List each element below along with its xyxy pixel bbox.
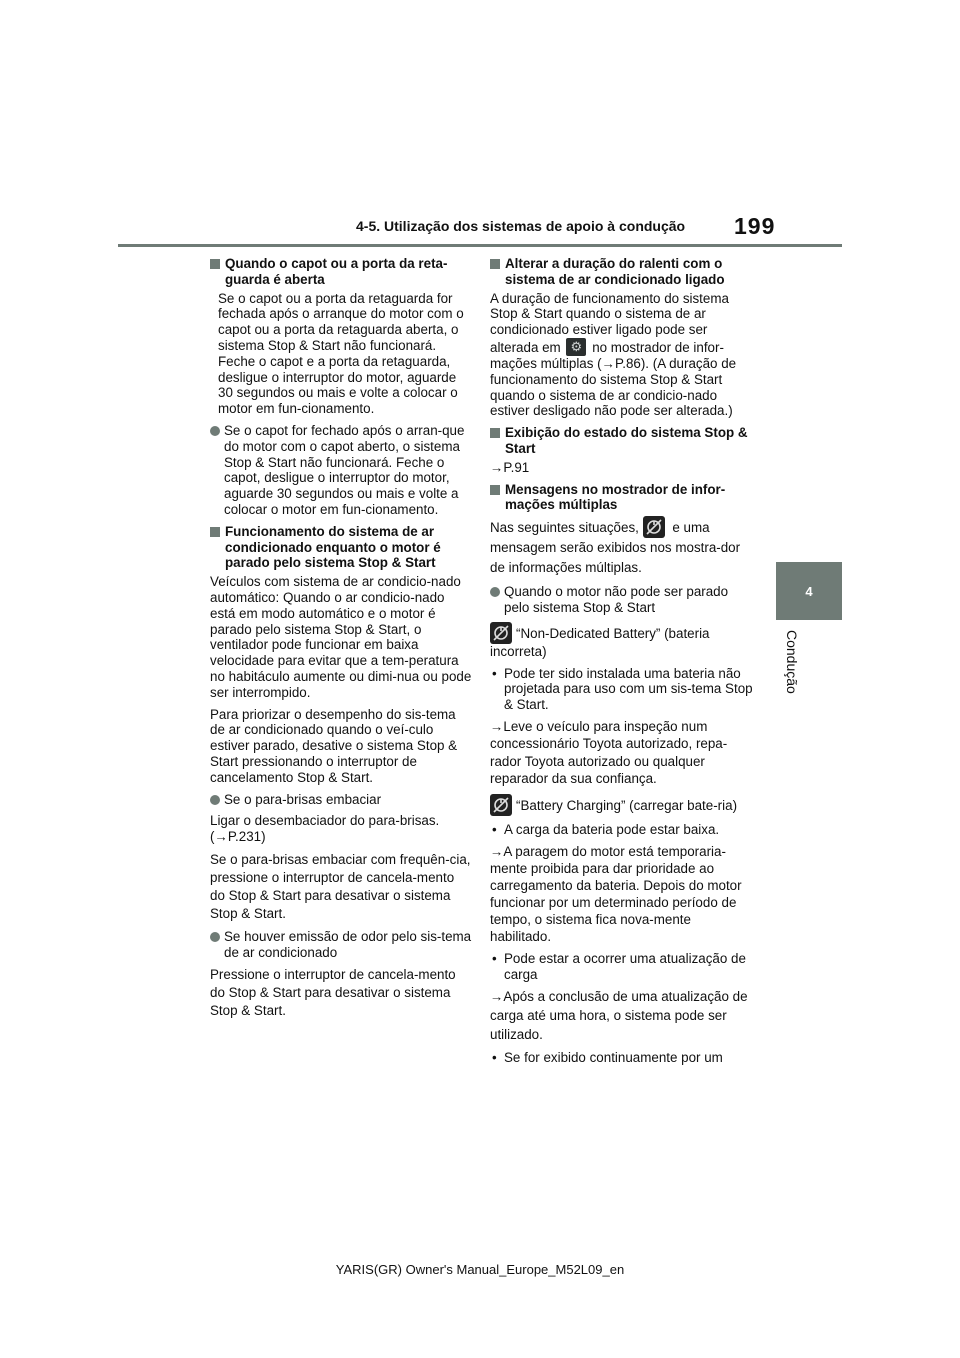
heading-ac-operation: Funcionamento do sistema de ar condicionado enquanto o motor é parado pelo sistema Stop & Start	[210, 524, 472, 571]
dash-item: • Pode estar a ocorrer uma atualização de carga	[490, 951, 754, 983]
paragraph-text: e uma mensagem serão exibidos nos mostra-dor de informações múltiplas.	[490, 520, 741, 576]
bullet-item: Quando o motor não pode ser parado pelo sistema Stop & Start	[490, 584, 754, 616]
stop-start-off-icon	[490, 622, 512, 644]
heading-hood-open: Quando o capot ou a porta da reta-guarda é aberta	[210, 256, 472, 288]
section-title: 4-5. Utilização dos sistemas de apoio à condução	[356, 218, 686, 234]
heading-messages: Mensagens no mostrador de infor-mações múltiplas	[490, 482, 754, 514]
left-column	[210, 256, 472, 1026]
gear-icon: ⚙	[566, 338, 586, 356]
dash-item: • Se for exibido continuamente por um	[490, 1050, 754, 1066]
bullet-item: Se o para-brisas embaciar	[210, 792, 472, 808]
paragraph: Veículos com sistema de ar condicio-nado automático: Quando o ar condicio-nado está em modo automático e o motor é parado pelo sistema Stop & Start, o ventilador pode funcionar em baixa velocidade para evitar que a tem-peratura no habitáculo aumente ou dimi-nua ou pode ser interrompido.	[210, 574, 472, 700]
chapter-label-text: Condução	[784, 630, 800, 694]
paragraph: Se o para-brisas embaciar com frequên-cia, pressione o interruptor de cancela-mento do Stop & Start para desativar o sistema Stop & Start.	[210, 851, 471, 921]
heading-system-status: Exibição do estado do sistema Stop & Start	[490, 425, 754, 457]
paragraph-text: Nas seguintes situações,	[490, 520, 639, 536]
paragraph	[490, 516, 754, 578]
message-item	[490, 622, 754, 660]
paragraph-text: Ligar o desembaciador do para-brisas.	[210, 813, 440, 829]
paragraph: Para priorizar o desempenho do sis-tema de ar condicionado quando o veí-culo estiver parado, desative o sistema Stop & Start pressionando o interruptor de cancelamento Stop & Start.	[210, 706, 458, 785]
dash-item: • A carga da bateria pode estar baixa.	[490, 822, 754, 838]
paragraph-text: no mostrador de infor-mações múltiplas (→P.86). (A duração de funcionamento do sistema Stop & Start quando o sistema de ar condicio-nado estiver desligado não pode ser alterada.)	[490, 339, 737, 419]
chapter-label	[784, 630, 804, 710]
paragraph	[490, 291, 754, 420]
stop-start-off-icon	[643, 516, 665, 538]
paragraph: →Leve o veículo para inspeção num concessionário Toyota autorizado, repa-rador Toyota autorizado ou qualquer reparador da sua confiança.	[490, 718, 728, 787]
heading-idle-duration: Alterar a duração do ralenti com o sistema de ar condicionado ligado	[490, 256, 754, 288]
message-item	[490, 794, 754, 816]
bullet-item: Se houver emissão de odor pelo sis-tema de ar condicionado	[210, 929, 472, 961]
paragraph	[210, 813, 472, 845]
paragraph: →Após a conclusão de uma atualização de carga até uma hora, o sistema pode ser utilizado.	[490, 989, 748, 1043]
paragraph: →A paragem do motor está temporaria-mente proibida para dar prioridade ao carregamento da bateria. Depois do motor funcionar por um determinado período de tempo, o sistema fica nova-mente habilitado.	[490, 843, 742, 944]
paragraph: Se o capot ou a porta da retaguarda for fechada após o arranque do motor com o capot ou a porta da retaguarda aberta, o sistema Stop & Start não funcionará. Feche o capot e a porta da retaguarda, desligue o interruptor do motor, aguarde 30 segundos ou mais e volte a colocar o motor em fun-cionamento.	[218, 290, 464, 417]
page-number: 199	[734, 213, 776, 239]
header-divider	[118, 244, 842, 247]
chapter-number: 4	[805, 583, 813, 599]
dash-item: • Pode ter sido instalada uma bateria não projetada para uso com um sis-tema Stop & Start.	[490, 666, 754, 713]
chapter-tab	[776, 562, 842, 620]
paragraph: Pressione o interruptor de cancela-mento do Stop & Start para desativar o sistema Stop & Start.	[210, 967, 456, 1019]
bullet-item: Se o capot for fechado após o arran-que do motor com o capot aberto, o sistema Stop & Start não funcionará. Feche o capot, desligue o interruptor do motor, aguarde 30 segundos ou mais e volte a colocar o motor em fun-cionamento.	[210, 423, 472, 518]
page-reference[interactable]: (→P.231)	[210, 829, 266, 845]
message-text: “Non-Dedicated Battery” (bateria incorreta)	[490, 625, 710, 659]
page-reference[interactable]: →P.91	[490, 459, 530, 475]
paragraph-text: A duração de funcionamento do sistema Stop & Start quando o sistema de ar condicionado estiver ligado pode ser alterada em	[490, 290, 729, 355]
footer-text: YARIS(GR) Owner's Manual_Europe_M52L09_en	[335, 1262, 625, 1277]
stop-start-off-icon	[490, 794, 512, 816]
right-column	[490, 256, 754, 1071]
message-text: “Battery Charging” (carregar bate-ria)	[516, 797, 738, 813]
